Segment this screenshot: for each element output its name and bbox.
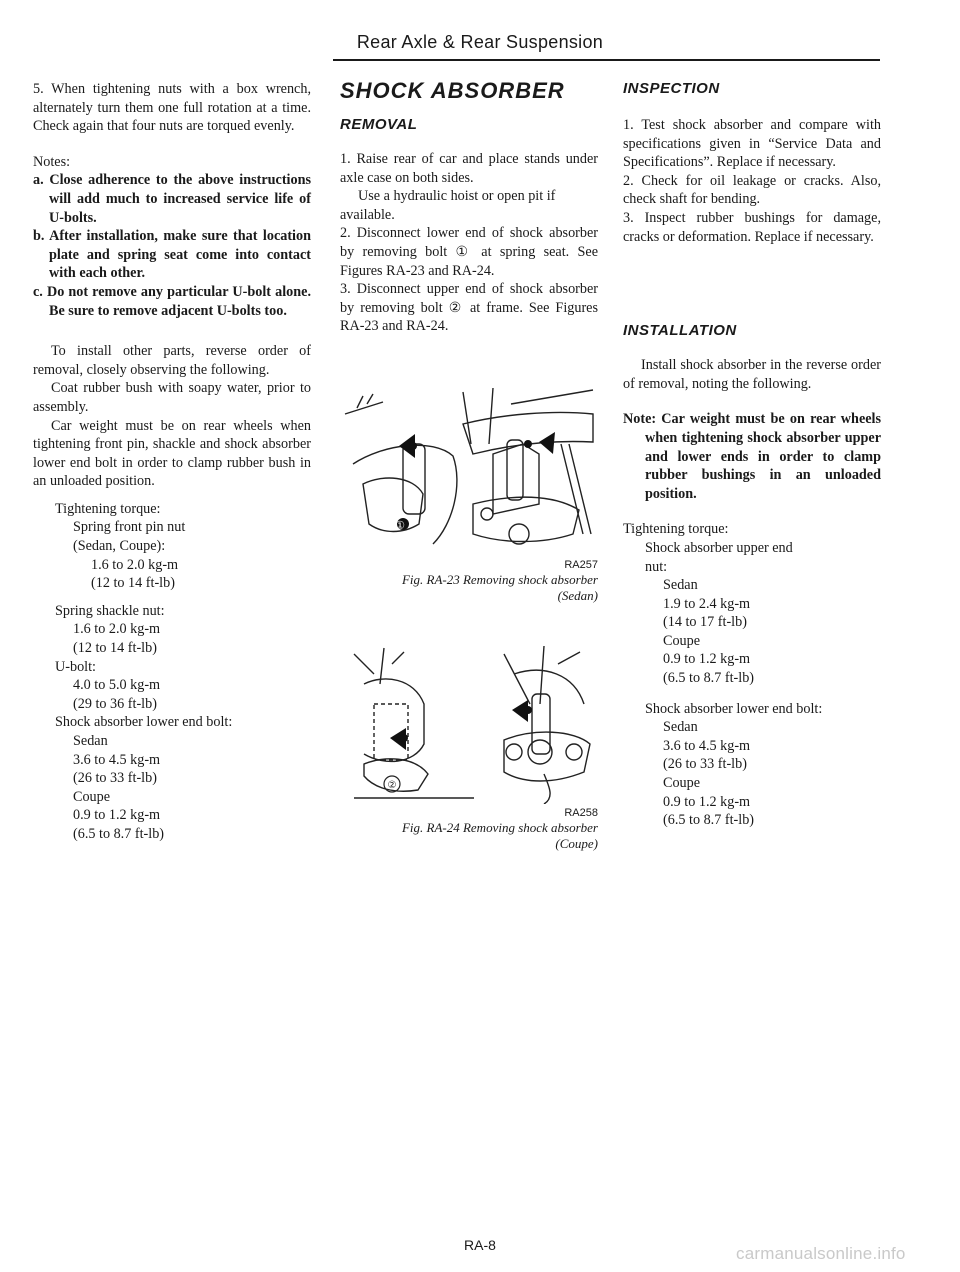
notes-title: Notes: [33,153,71,170]
torque-right-lower: Shock absorber lower end bolt: [645,700,823,717]
inspection-2: 2. Check for oil leakage or cracks. Also, check shaft for bending. [623,172,881,208]
torque-upper-coupe: Coupe [663,632,701,649]
torque-upper-coupe-ftlb: (6.5 to 8.7 ft-lb) [663,670,755,687]
figure-ra24-code: RA258 [564,806,598,819]
installation-para: Install shock absorber in the reverse order of removal, noting the following. [623,357,881,392]
middle-column [340,78,598,852]
torque-upper-coupe-kgm: 0.9 to 1.2 kg-m [663,651,751,668]
torque-ubolt-ftlb: (29 to 36 ft-lb) [73,695,157,712]
torque-front-pin-ftlb: (12 to 14 ft-lb) [91,575,175,592]
torque-lower-sedan: Sedan [73,733,108,749]
torque-lower-coupe: Coupe [73,788,111,805]
note-b: b. After installation, make sure that location plate and spring seat come into contact with each other. [33,228,311,282]
left-column [33,80,311,844]
torque-upper-nut: nut: [645,558,668,575]
install-para-1: To install other parts, reverse order of removal, closely observing the following. [33,343,311,378]
note-a: a. Close adherence to the above instructions will add much to increased service life of U-bolts. [33,172,311,226]
torque-right-title: Tightening torque: [623,521,729,538]
torque-shackle: Spring shackle nut: [55,602,165,619]
figure-ra24-subcaption: (Coupe) [555,835,598,851]
removal-step-1b: Use a hydraulic hoist or open pit if available. [340,188,556,223]
torque-lower-coupe-ftlb: (6.5 to 8.7 ft-lb) [73,825,165,842]
torque-lower-coupe-kgm: 0.9 to 1.2 kg-m [73,807,161,824]
page-header-title: Rear Axle & Rear Suspension [356,32,604,52]
note-c: c. Do not remove any particular U-bolt alone. Be sure to remove adjacent U-bolts too. [33,283,311,319]
removal-step-3: 3. Disconnect upper end of shock absorber by removing bolt ② at frame. See Figures RA-23 and RA-24. [340,281,598,335]
figure-ra24-callout: ② [387,779,397,791]
torque-shackle-kgm: 1.6 to 2.0 kg-m [73,621,161,638]
page-number: RA-8 [464,1237,496,1253]
torque-title: Tightening torque: [55,500,161,517]
torque-right-lower-sedan-ftlb: (26 to 33 ft-lb) [663,756,747,773]
torque-shackle-ftlb: (12 to 14 ft-lb) [73,640,157,657]
torque-right-lower-coupe-ftlb: (6.5 to 8.7 ft-lb) [663,812,755,829]
inspection-1: 1. Test shock absorber and compare with specifications given in “Service Data and Specifications”. Replace if necessary. [623,117,881,171]
figure-ra23-subcaption: (Sedan) [557,587,598,603]
torque-front-pin-models: (Sedan, Coupe): [73,538,166,555]
inspection-3: 3. Inspect rubber bushings for damage, cracks or deformation. Replace if necessary. [623,209,881,245]
header-rule [333,59,880,61]
removal-step-2: 2. Disconnect lower end of shock absorber by removing bolt ① at spring seat. See Figures RA-23 and RA-24. [340,225,598,279]
figure-ra24-caption: Fig. RA-24 Removing shock absorber [401,819,598,835]
figure-ra23-caption: Fig. RA-23 Removing shock absorber [401,571,598,587]
installation-title: INSTALLATION [623,322,737,340]
torque-right-lower-coupe-kgm: 0.9 to 1.2 kg-m [663,793,751,810]
torque-upper-sedan-ftlb: (14 to 17 ft-lb) [663,614,747,631]
torque-upper: Shock absorber upper end [645,539,793,556]
right-column [623,78,881,830]
torque-right-lower-sedan: Sedan [663,719,698,736]
torque-lower-sedan-ftlb: (26 to 33 ft-lb) [73,770,157,787]
torque-lower: Shock absorber lower end bolt: [55,714,233,731]
installation-note: Note: Car weight must be on rear wheels when tightening shock absorber upper and lower ends in order to clamp rubber bushings in an unloaded position. [623,411,881,502]
removal-subtitle: REMOVAL [340,116,418,133]
section-title: SHOCK ABSORBER [340,78,565,103]
figure-ra24-coupe-illustration [344,644,594,804]
torque-ubolt: U-bolt: [55,658,96,675]
install-para-3: Car weight must be on rear wheels when tightening front pin, shackle and shock absorber lower end bolt in order to clamp rubber bush in an unloaded position. [33,417,311,490]
torque-lower-sedan-kgm: 3.6 to 4.5 kg-m [73,751,161,768]
step-5-text: 5. When tightening nuts with a box wrench, alternately turn them one full rotation at a time. Check again that four nuts are torqued evenly. [33,81,311,135]
torque-right-lower-sedan-kgm: 3.6 to 4.5 kg-m [663,737,751,754]
torque-front-pin-kgm: 1.6 to 2.0 kg-m [91,556,179,573]
figure-ra23-code: RA257 [564,558,598,571]
torque-front-pin: Spring front pin nut [73,519,186,536]
torque-right-lower-coupe: Coupe [663,775,701,792]
removal-step-1: 1. Raise rear of car and place stands under axle case on both sides. [340,151,598,186]
torque-ubolt-kgm: 4.0 to 5.0 kg-m [73,677,161,694]
figure-ra23-callout: ① [395,519,405,532]
watermark: carmanualsonline.info [736,1244,906,1263]
figure-ra23-sedan-illustration [343,384,595,554]
torque-upper-sedan: Sedan [663,577,698,594]
inspection-title: INSPECTION [623,80,720,97]
install-para-2: Coat rubber bush with soapy water, prior to assembly. [33,380,311,415]
torque-upper-sedan-kgm: 1.9 to 2.4 kg-m [663,595,751,612]
